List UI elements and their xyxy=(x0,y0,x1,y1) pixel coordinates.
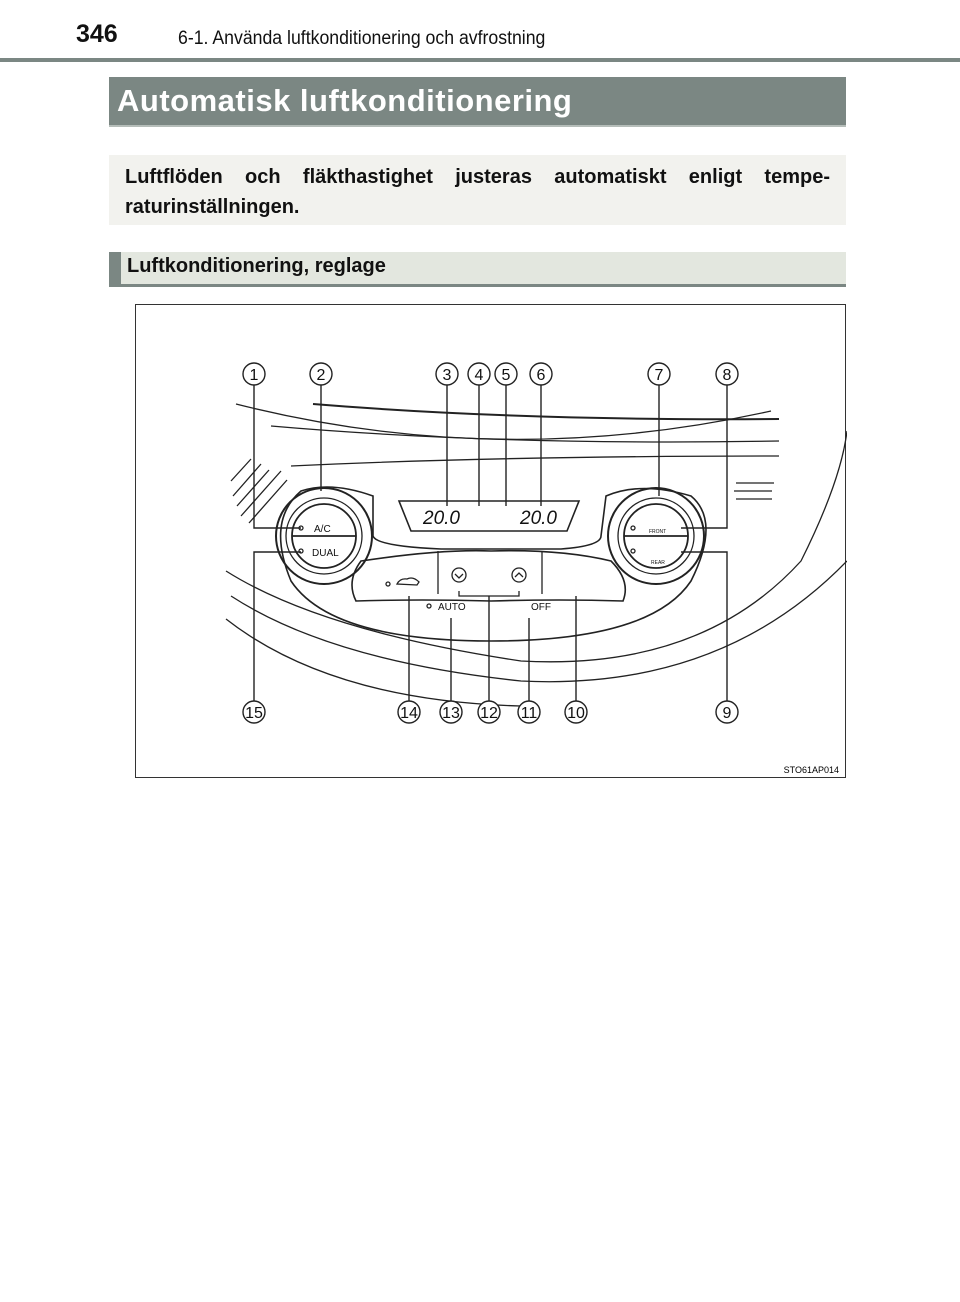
callout-number: 5 xyxy=(501,367,511,384)
climate-panel-illustration xyxy=(136,305,847,779)
callout-number: 10 xyxy=(567,705,585,722)
callout-number: 7 xyxy=(654,367,664,384)
callout-number: 14 xyxy=(400,705,418,722)
callout-number: 13 xyxy=(442,705,460,722)
display-right-temp: 20.0 xyxy=(520,508,557,529)
page-number: 346 xyxy=(76,20,118,48)
rear-defrost-label: REAR xyxy=(651,560,665,566)
auto-label: AUTO xyxy=(438,602,466,613)
figure-code: STO61AP014 xyxy=(783,765,839,775)
climate-control-figure xyxy=(135,304,846,778)
callout-number: 3 xyxy=(442,367,452,384)
callout-number: 11 xyxy=(520,705,538,722)
callout-number: 2 xyxy=(316,367,326,384)
front-defrost-label: FRONT xyxy=(649,529,667,535)
callout-number: 15 xyxy=(245,705,263,722)
subheading-bar xyxy=(109,252,846,287)
display-left-temp: 20.0 xyxy=(423,508,460,529)
ac-label: A/C xyxy=(314,524,331,535)
callout-number: 4 xyxy=(474,367,484,384)
section-title: Automatisk luftkonditionering xyxy=(117,83,573,118)
callout-number: 9 xyxy=(722,705,732,722)
chapter-title: 6-1. Använda luftkonditionering och avfrostning xyxy=(178,28,546,49)
header-rule xyxy=(0,58,960,62)
callout-number: 12 xyxy=(480,705,498,722)
intro-box: Luftflöden och fläkthastighet justeras automatiskt enligt tempe-raturinställningen. xyxy=(109,155,846,225)
subheading: Luftkonditionering, reglage xyxy=(127,255,386,277)
callout-number: 6 xyxy=(536,367,546,384)
dual-label: DUAL xyxy=(312,548,339,559)
callout-number: 8 xyxy=(722,367,732,384)
off-label: OFF xyxy=(531,602,551,613)
section-title-bar xyxy=(109,77,846,127)
callout-number: 1 xyxy=(249,367,259,384)
